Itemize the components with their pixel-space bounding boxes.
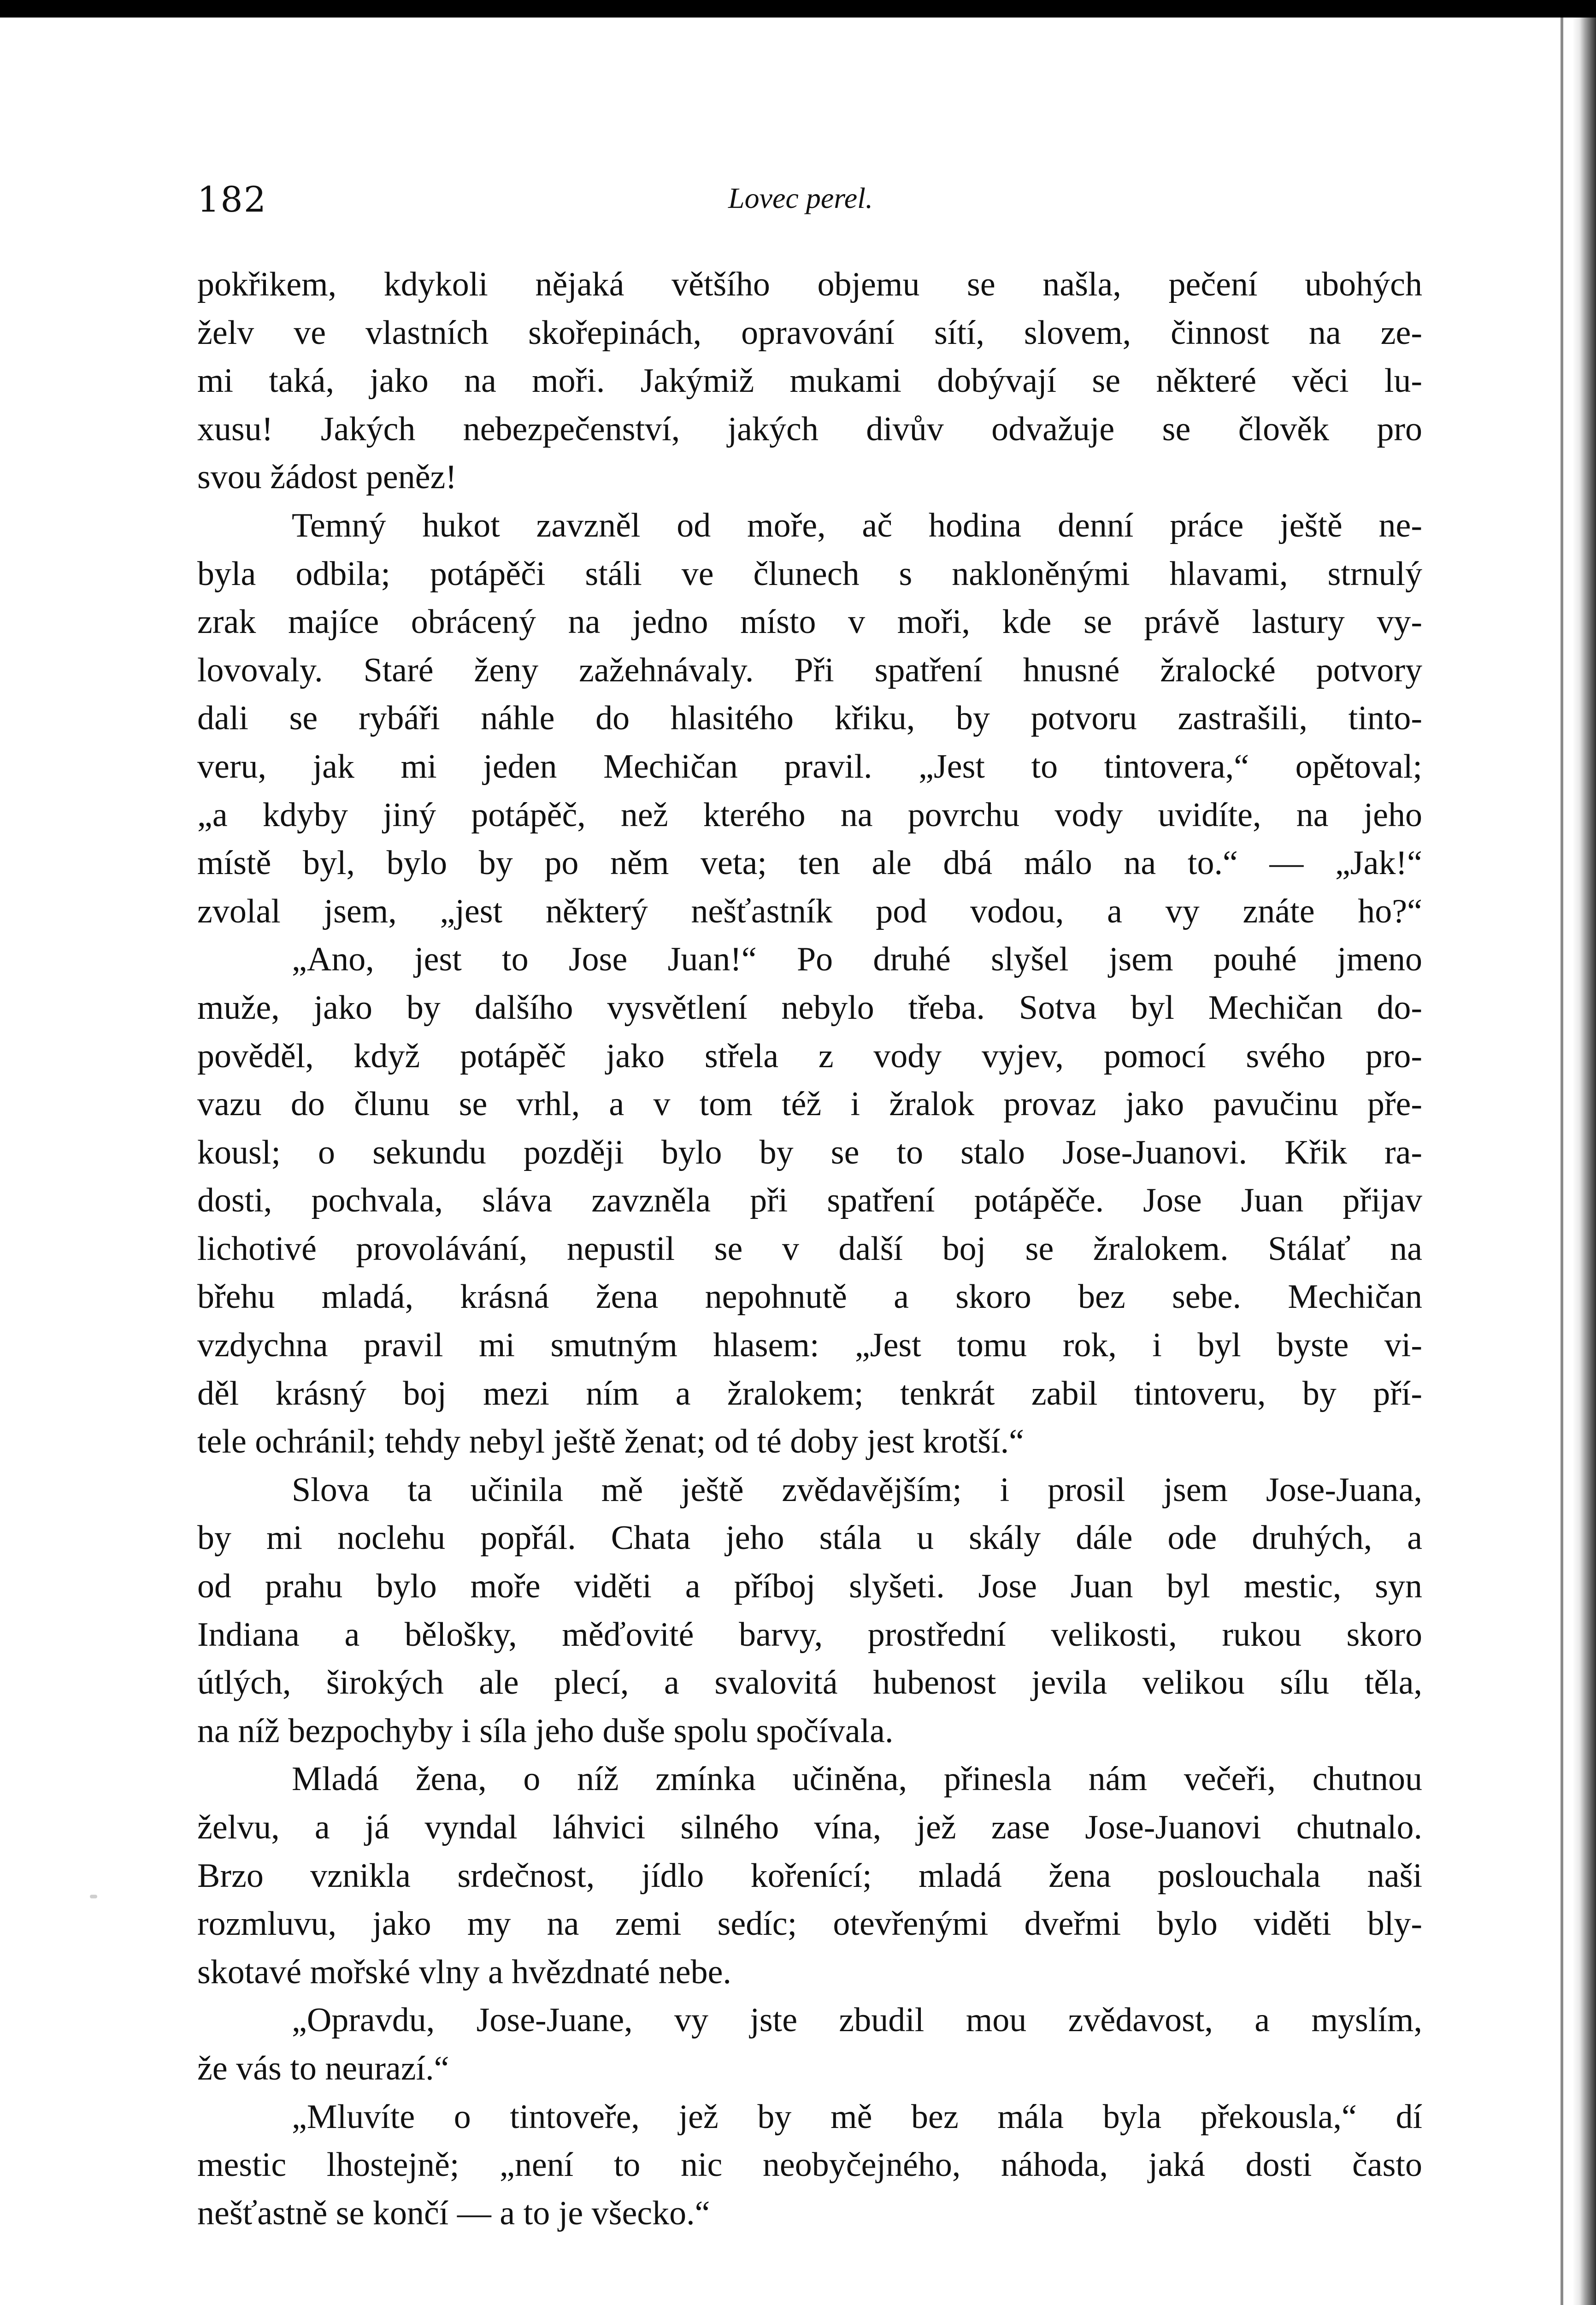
text-line: želvu, a já vyndal láhvici silného vína, jež zase Jose-Juanovi chutnalo. xyxy=(197,1809,1422,1846)
text-line: muže, jako by dalšího vysvětlení nebylo třeba. Sotva byl Mechičan do- xyxy=(197,988,1422,1027)
text-line: místě byl, bylo by po něm veta; ten ale dbá málo na to.“ — „Jak!“ xyxy=(197,844,1422,882)
text-line: od prahu bylo moře viděti a příboj slyšeti. Jose Juan byl mestic, syn xyxy=(197,1567,1422,1606)
text-line: lichotivé provolávání, nepustil se v další boj se žralokem. Stálať na xyxy=(197,1229,1422,1268)
paragraph-start-line: Slova ta učinila mě ještě zvědavějším; i prosil jsem Jose-Juana, xyxy=(292,1471,1422,1509)
text-line: na níž bezpochyby i síla jeho duše spolu spočívala. xyxy=(197,1712,894,1750)
text-line: lovovaly. Staré ženy zažehnávaly. Při spatření hnusné žralocké potvory xyxy=(197,651,1422,689)
text-line: rozmluvu, jako my na zemi sedíc; otevřenými dveřmi bylo viděti bly- xyxy=(197,1905,1422,1943)
text-line: dali se rybáři náhle do hlasitého křiku, by potvoru zastrašili, tinto- xyxy=(197,699,1422,738)
text-line: zvolal jsem, „jest některý nešťastník pod vodou, a vy znáte ho?“ xyxy=(197,892,1422,930)
page-edge-line xyxy=(1561,18,1563,2305)
body-text xyxy=(197,260,1422,2237)
text-line: „a kdyby jiný potápěč, než kterého na povrchu vody uvidíte, na jeho xyxy=(197,796,1422,834)
text-line: skotavé mořské vlny a hvězdnaté nebe. xyxy=(197,1953,731,1991)
text-line: kousl; o sekundu později bylo by se to stalo Jose-Juanovi. Křik ra- xyxy=(197,1133,1422,1171)
text-line: děl krásný boj mezi ním a žralokem; tenkrát zabil tintoveru, by pří- xyxy=(197,1374,1422,1413)
text-line: Brzo vznikla srdečnost, jídlo kořenící; mladá žena poslouchala naši xyxy=(197,1856,1422,1895)
text-line: nešťastně se končí — a to je všecko.“ xyxy=(197,2194,710,2232)
text-line: mestic lhostejně; „není to nic neobyčejného, náhoda, jaká dosti často xyxy=(197,2146,1422,2184)
scan-speck xyxy=(90,1895,97,1898)
text-line: xusu! Jakých nebezpečenství, jakých divův odvažuje se člověk pro xyxy=(197,410,1422,448)
text-line: by mi noclehu popřál. Chata jeho stála u skály dále ode druhých, a xyxy=(197,1519,1422,1557)
page-number: 182 xyxy=(197,179,267,220)
text-line: dosti, pochvala, sláva zavzněla při spatření potápěče. Jose Juan přijav xyxy=(197,1182,1422,1220)
text-line: vazu do člunu se vrhl, a v tom též i žralok provaz jako pavučinu pře- xyxy=(197,1085,1422,1123)
text-line: pověděl, když potápěč jako střela z vody vyjev, pomocí svého pro- xyxy=(197,1037,1422,1075)
scan-top-border xyxy=(0,0,1596,18)
paragraph-start-line: „Mluvíte o tintoveře, jež by mě bez mála byla překousla,“ dí xyxy=(292,2098,1422,2136)
text-line: zrak majíce obrácený na jedno místo v moři, kde se právě lastury vy- xyxy=(197,603,1422,641)
text-line: mi taká, jako na moři. Jakýmiž mukami dobývají se některé věci lu- xyxy=(197,362,1422,400)
text-line: břehu mladá, krásná žena nepohnutě a skoro bez sebe. Mechičan xyxy=(197,1278,1422,1316)
text-line: že vás to neurazí.“ xyxy=(197,2049,449,2087)
text-line: svou žádost peněz! xyxy=(197,458,457,496)
paragraph-start-line: Mladá žena, o níž zmínka učiněna, přinesla nám večeři, chutnou xyxy=(292,1760,1422,1798)
paragraph-start-line: „Ano, jest to Jose Juan!“ Po druhé slyšel jsem pouhé jmeno xyxy=(292,940,1422,979)
text-line: vzdychna pravil mi smutným hlasem: „Jest tomu rok, i byl byste vi- xyxy=(197,1326,1422,1365)
text-line: útlých, širokých ale plecí, a svalovitá hubenost jevila velikou sílu těla, xyxy=(197,1664,1422,1702)
text-line: veru, jak mi jeden Mechičan pravil. „Jest to tintovera,“ opětoval; xyxy=(197,747,1422,786)
running-title: Lovec perel. xyxy=(728,182,873,214)
text-line: byla odbila; potápěči stáli ve člunech s nakloněnými hlavami, strnulý xyxy=(197,555,1422,593)
text-line: pokřikem, kdykoli nějaká většího objemu se našla, pečení ubohých xyxy=(197,266,1422,303)
paragraph-start-line: „Opravdu, Jose-Juane, vy jste zbudil mou zvědavost, a myslím, xyxy=(292,2001,1422,2039)
text-line: želv ve vlastních skořepinách, opravování sítí, slovem, činnost na ze- xyxy=(197,313,1422,352)
text-line: Indiana a bělošky, měďovité barvy, prostřední velikosti, rukou skoro xyxy=(197,1615,1422,1654)
paragraph-start-line: Temný hukot zavzněl od moře, ač hodina denní práce ještě ne- xyxy=(292,506,1422,544)
text-line: tele ochránil; tehdy nebyl ještě ženat; od té doby jest krotší.“ xyxy=(197,1423,1024,1461)
scan-right-edge xyxy=(1572,18,1596,2305)
